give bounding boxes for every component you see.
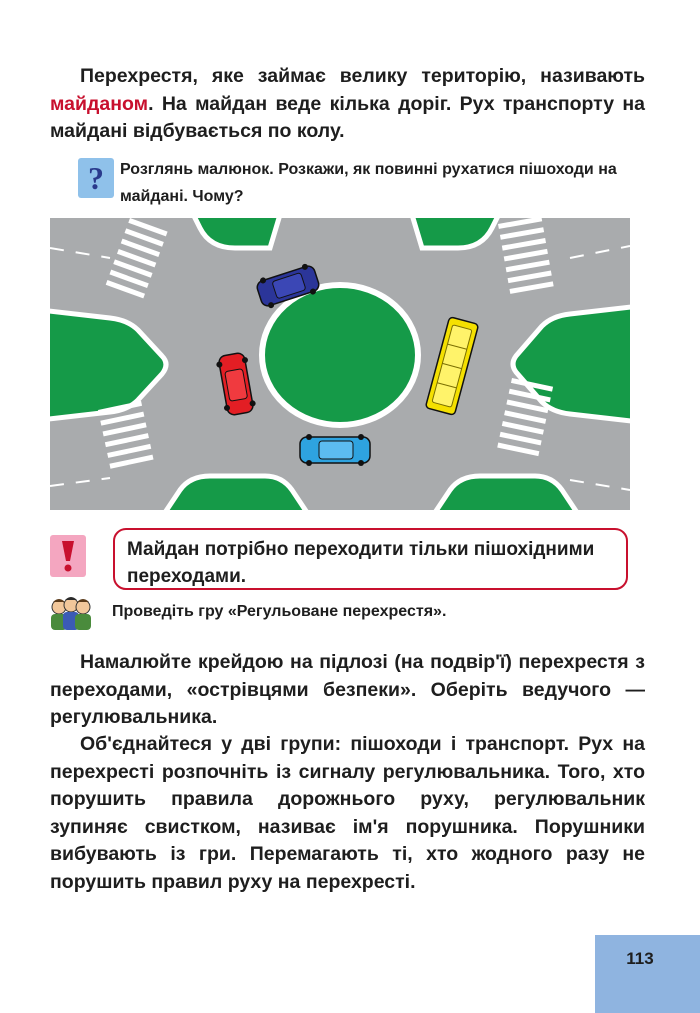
- exclamation-icon: [50, 535, 86, 577]
- page-number-tab: [595, 935, 700, 1013]
- term-maidan: майданом: [50, 92, 149, 115]
- intro-paragraph: [50, 63, 645, 146]
- instruction-paragraph-2: [50, 731, 645, 896]
- intro-text-end: . На майдан веде кілька доріг. Рух транспорту на майдані відбувається по колу.: [50, 92, 645, 142]
- roundabout-illustration: [50, 218, 630, 510]
- intro-text-start: Перехрестя, яке займає велику територію, називають: [80, 65, 645, 87]
- note-text: Майдан потрібно переходити тільки пішохідними переходами.: [127, 539, 595, 587]
- instruction-paragraph-1: [50, 649, 645, 732]
- instruction-text-1: Намалюйте крейдою на підлозі (на подвір'ї) перехрестя з переходами, «острівцями безпеки». Оберіть ведучого — регулювальника.: [50, 651, 645, 728]
- important-note: [113, 528, 628, 590]
- central-island: [262, 285, 418, 425]
- question-mark-icon: [78, 158, 114, 198]
- question-text: Розглянь малюнок. Розкажи, як повинні рухатися пішоходи на майдані. Чому?: [120, 161, 617, 205]
- svg-text:?: ?: [88, 160, 104, 196]
- game-title: Проведіть гру «Регульоване перехрестя».: [112, 603, 447, 620]
- instruction-text-2: Об'єднайтеся у дві групи: пішоходи і транспорт. Рух на перехресті розпочніть із сигналу регулювальника. Того, хто порушить правила дорожнього руху, регулювальник зупиняє свистком, називає ім'я порушника. Порушники вибувають із гри. Перемагають ті, хто жодного разу не порушить правил руху на перехресті.: [50, 733, 645, 893]
- car-light-blue: [300, 434, 370, 466]
- page-number: 113: [626, 949, 654, 968]
- children-group-icon: [48, 596, 94, 630]
